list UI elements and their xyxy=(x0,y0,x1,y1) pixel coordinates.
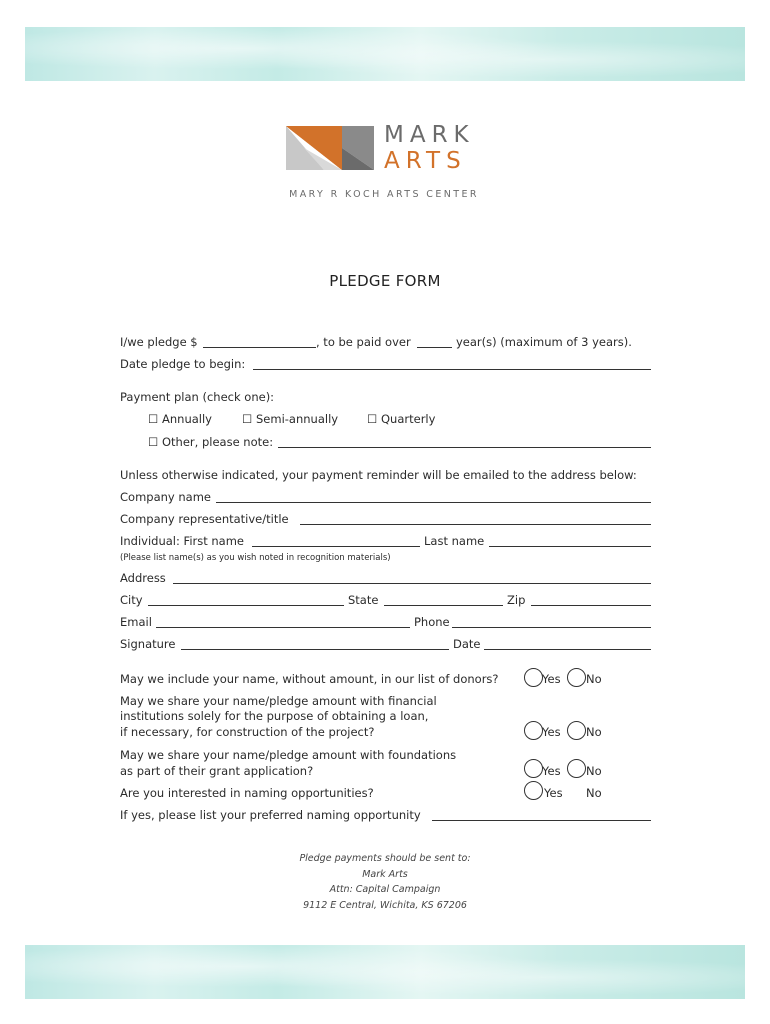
other-checkbox[interactable]: ☐ xyxy=(148,435,159,449)
naming-preference-field[interactable] xyxy=(432,820,651,821)
semi-annually-label: Semi-annually xyxy=(256,412,339,426)
date-field[interactable] xyxy=(484,649,651,650)
zip-label: Zip xyxy=(507,593,526,607)
first-name-label: Individual: First name xyxy=(120,534,245,548)
footer-line-3: Attn: Capital Campaign xyxy=(329,884,441,895)
signature-label: Signature xyxy=(120,637,176,651)
financial-no-label: No xyxy=(586,725,602,739)
last-name-field[interactable] xyxy=(489,546,651,547)
donor-list-yes-label: Yes xyxy=(542,672,561,686)
city-label: City xyxy=(120,593,143,607)
question-foundations-line2: as part of their grant application? xyxy=(120,764,314,778)
footer-line-2: Mark Arts xyxy=(362,869,408,880)
reminder-notice: Unless otherwise indicated, your payment reminder will be emailed to the address below: xyxy=(120,468,637,482)
date-begin-label: Date pledge to begin: xyxy=(120,357,246,371)
question-foundations-line1: May we share your name/pledge amount with foundations xyxy=(120,748,457,762)
footer-line-1: Pledge payments should be sent to: xyxy=(299,853,471,864)
company-name-field[interactable] xyxy=(216,502,651,503)
email-label: Email xyxy=(120,615,152,629)
logo-word-mark: MARK xyxy=(384,122,475,148)
company-rep-label: Company representative/title xyxy=(120,512,289,526)
financial-yes-label: Yes xyxy=(542,725,561,739)
semi-annually-checkbox[interactable]: ☐ xyxy=(242,412,253,426)
foundations-no-label: No xyxy=(586,764,602,778)
address-label: Address xyxy=(120,571,166,585)
payment-plan-heading: Payment plan (check one): xyxy=(120,390,275,404)
first-name-field[interactable] xyxy=(252,546,420,547)
email-field[interactable] xyxy=(156,627,410,628)
pledge-years-label: year(s) (maximum of 3 years). xyxy=(456,335,632,349)
donor-list-yes-radio[interactable] xyxy=(524,668,543,687)
financial-no-radio[interactable] xyxy=(567,721,586,740)
page-title: PLEDGE FORM xyxy=(329,272,441,290)
donor-list-no-radio[interactable] xyxy=(567,668,586,687)
annually-label: Annually xyxy=(162,412,212,426)
foundations-no-radio[interactable] xyxy=(567,759,586,778)
foundations-yes-label: Yes xyxy=(542,764,561,778)
pledge-years-field[interactable] xyxy=(417,347,452,348)
quarterly-checkbox[interactable]: ☐ xyxy=(367,412,378,426)
address-field[interactable] xyxy=(173,583,651,584)
signature-field[interactable] xyxy=(181,649,449,650)
question-financial-line1: May we share your name/pledge amount with financial xyxy=(120,694,437,708)
question-financial-line2: institutions solely for the purpose of obtaining a loan, xyxy=(120,709,429,723)
question-financial-line3: if necessary, for construction of the project? xyxy=(120,725,375,739)
state-label: State xyxy=(348,593,379,607)
naming-yes-radio[interactable] xyxy=(524,781,543,800)
top-decorative-band xyxy=(25,27,745,81)
date-label: Date xyxy=(453,637,481,651)
pledge-lead-label: I/we pledge $ xyxy=(120,335,198,349)
quarterly-label: Quarterly xyxy=(381,412,436,426)
recognition-note: (Please list name(s) as you wish noted in recognition materials) xyxy=(120,553,391,563)
company-rep-field[interactable] xyxy=(300,524,651,525)
footer-line-4: 9112 E Central, Wichita, KS 67206 xyxy=(303,900,467,911)
bottom-decorative-band xyxy=(25,945,745,999)
financial-yes-radio[interactable] xyxy=(524,721,543,740)
zip-field[interactable] xyxy=(531,605,651,606)
naming-preference-label: If yes, please list your preferred naming opportunity xyxy=(120,808,421,822)
state-field[interactable] xyxy=(384,605,503,606)
company-name-label: Company name xyxy=(120,490,211,504)
phone-field[interactable] xyxy=(452,627,651,628)
city-field[interactable] xyxy=(148,605,344,606)
date-begin-field[interactable] xyxy=(253,369,651,370)
phone-label: Phone xyxy=(414,615,450,629)
foundations-yes-radio[interactable] xyxy=(524,759,543,778)
naming-yes-label: Yes xyxy=(544,786,563,800)
other-note-field[interactable] xyxy=(278,447,651,448)
donor-list-no-label: No xyxy=(586,672,602,686)
question-donor-list: May we include your name, without amount, in our list of donors? xyxy=(120,672,499,686)
annually-checkbox[interactable]: ☐ xyxy=(148,412,159,426)
other-label: Other, please note: xyxy=(162,435,274,449)
question-naming: Are you interested in naming opportunities? xyxy=(120,786,374,800)
logo-word-arts: ARTS xyxy=(384,148,467,174)
last-name-label: Last name xyxy=(424,534,485,548)
naming-no-label[interactable]: No xyxy=(586,786,602,800)
pledge-amount-field[interactable] xyxy=(203,347,316,348)
pledge-paid-over-label: , to be paid over xyxy=(316,335,411,349)
logo-subtitle: MARY R KOCH ARTS CENTER xyxy=(289,189,479,200)
